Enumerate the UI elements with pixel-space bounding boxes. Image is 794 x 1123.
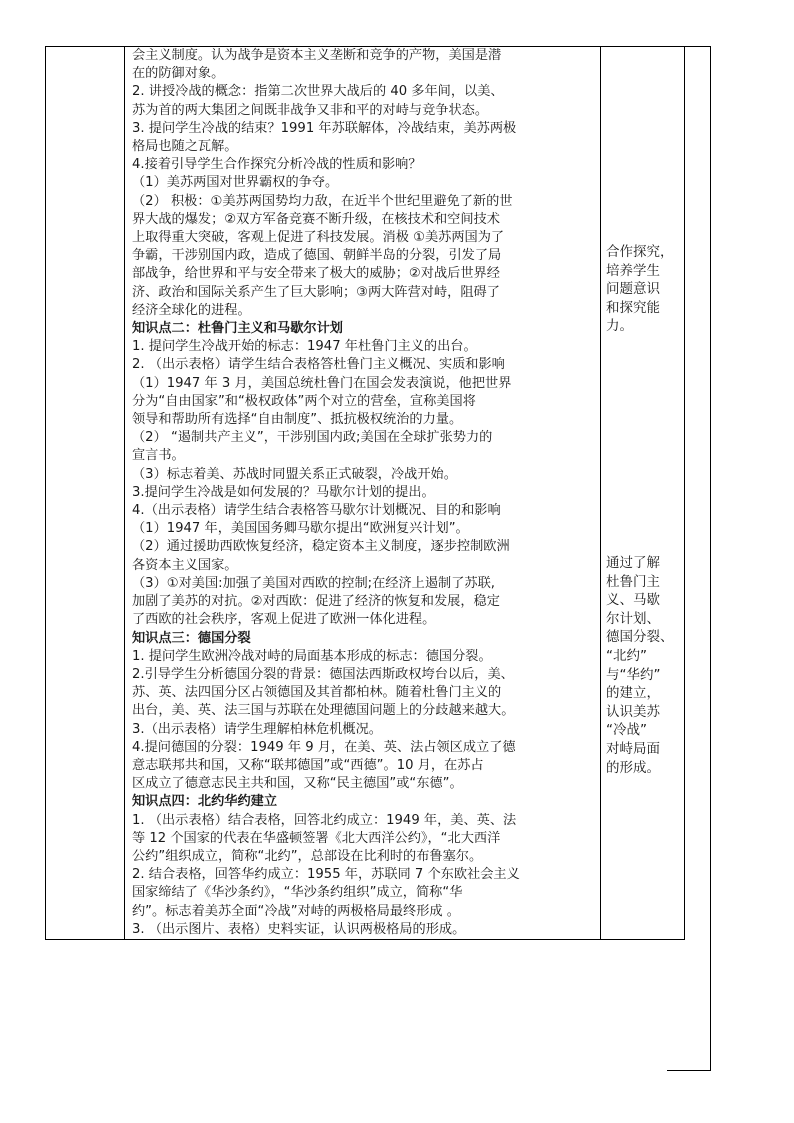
note-line: 培养学生 <box>606 262 660 279</box>
content-line: 2. 讲授冷战的概念：指第二次世界大战后的 40 多年间，以美、 <box>132 84 504 100</box>
teaching-content-cell <box>125 47 601 940</box>
content-line: 苏、英、法四国分区占领德国及其首都柏林。随着杜鲁门主义的 <box>132 685 502 701</box>
content-lines <box>132 47 596 939</box>
content-line: 2. 结合表格，回答华约成立：1955 年，苏联同 7 个东欧社会主义 <box>132 867 520 883</box>
content-line: 1. （出示表格）结合表格，回答北约成立：1949 年，美、英、法 <box>132 812 517 828</box>
note-line: “冷战” <box>606 722 647 739</box>
content-line: 1. 提问学生欧洲冷战对峙的局面基本形成的标志：德国分裂。 <box>132 648 492 664</box>
content-line: 约”。标志着美苏全面“冷战”对峙的两极格局最终形成 。 <box>132 903 460 919</box>
note-line: 合作探究， <box>606 244 674 260</box>
lesson-plan-table <box>45 46 685 940</box>
content-line: 分为“自由国家”和“极权政体”两个对立的营垒，宣称美国将 <box>132 393 476 409</box>
note-line: 的建立， <box>606 685 660 702</box>
content-line: 3. 提问学生冷战的结束？1991 年苏联解体，冷战结束，美苏两极 <box>132 120 517 136</box>
note-line: 认识美苏 <box>606 703 660 720</box>
content-line: 上取得重大突破，客观上促进了科技发展。消极 ①美苏两国为了 <box>132 230 505 246</box>
content-line: 部战争，给世界和平与安全带来了极大的威胁；②对战后世界经 <box>132 266 500 282</box>
content-line: （3）①对美国:加强了美国对西欧的控制;在经济上遏制了苏联, <box>132 575 495 591</box>
content-line: 界大战的爆发；②双方军备竞赛不断升级，在核技术和空间技术 <box>132 211 500 227</box>
note-line: 德国分裂、 <box>606 629 674 646</box>
content-line: 4.（出示表格）请学生结合表格答马歇尔计划概况、目的和影响 <box>132 503 501 519</box>
note-line: “北约” <box>606 647 647 664</box>
content-line: 济、政治和国际关系产生了巨大影响；③两大阵营对峙，阻碍了 <box>132 284 500 300</box>
content-line: 了西欧的社会秩序，客观上促进了欧洲一体化进程。 <box>132 612 436 628</box>
content-line: （2） “遏制共产主义”，干涉别国内政;美国在全球扩张势力的 <box>132 430 493 446</box>
content-line: 2.引导学生分析德国分裂的背景：德国法西斯政权垮台以后，美、 <box>132 666 514 682</box>
note-line: 问题意识 <box>606 281 660 298</box>
content-line: 会主义制度。认为战争是资本主义垄断和竞争的产物，美国是潜 <box>132 48 502 63</box>
content-line: 各资本主义国家。 <box>132 557 238 573</box>
content-line: 2. （出示表格）请学生结合表格答杜鲁门主义概况、实质和影响 <box>132 357 505 373</box>
content-line: 3.提问学生冷战是如何发展的？马歇尔计划的提出。 <box>132 484 435 500</box>
content-line: 3. （出示图片、表格）史料实证，认识两极格局的形成。 <box>132 921 466 937</box>
content-line: 国家缔结了《华沙条约》，“华沙条约组织”成立，简称“华 <box>132 885 463 901</box>
content-line: 争霸，干涉别国内政，造成了德国、朝鲜半岛的分裂，引发了局 <box>132 248 502 264</box>
content-line: 1. 提问学生冷战开始的标志：1947 年杜鲁门主义的出台。 <box>132 339 477 355</box>
empty-column-cell <box>46 47 125 940</box>
content-line: 出台，美、英、法三国与苏联在处理德国问题上的分歧越来越大。 <box>132 703 515 719</box>
content-line: 领导和帮助所有选择“自由制度”、抵抗极权统治的力量。 <box>132 412 463 428</box>
note-line: 杜鲁门主 <box>606 573 660 590</box>
content-line: 加剧了美苏的对抗。②对西欧：促进了经济的恢复和发展，稳定 <box>132 594 500 610</box>
content-line: 区成立了德意志民主共和国，又称“民主德国”或“东德”。 <box>132 776 463 792</box>
content-line: 宣言书。 <box>132 448 185 464</box>
content-line: （1）1947 年 3 月，美国总统杜鲁门在国会发表演说，他把世界 <box>132 375 512 391</box>
content-line: 4.接着引导学生合作探究分析冷战的性质和影响？ <box>132 157 422 173</box>
content-line: 苏为首的两大集团之间既非战争又非和平的对峙与竞争状态。 <box>132 102 489 118</box>
content-line: 等 12 个国家的代表在华盛顿签署《北大西洋公约》，“北大西洋 <box>132 830 501 846</box>
note-line: 力。 <box>606 318 633 335</box>
note-line: 尔计划、 <box>606 610 660 627</box>
note-line: 与“华约” <box>606 666 661 683</box>
content-line: 格局也随之瓦解。 <box>132 139 238 155</box>
content-line: 在的防御对象。 <box>132 66 225 82</box>
note-line: 对峙局面 <box>606 740 660 757</box>
content-line: 公约”组织成立，简称“北约”，总部设在比利时的布鲁塞尔。 <box>132 848 483 864</box>
content-line: 4.提问德国的分裂：1949 年 9 月，在美、英、法占领区成立了德 <box>132 739 516 755</box>
table-row <box>46 47 685 940</box>
note-line: 的形成。 <box>606 759 660 776</box>
content-line: （3）标志着美、苏战时同盟关系正式破裂，冷战开始。 <box>132 466 457 482</box>
content-line: 经济全球化的进程。 <box>132 302 251 318</box>
content-line: （2）通过援助西欧恢复经济，稳定资本主义制度，逐步控制欧洲 <box>132 539 510 555</box>
section-heading: 知识点四：北约华约建立 <box>132 794 278 810</box>
note-line: 义、马歇 <box>606 592 660 609</box>
section-heading: 知识点三：德国分裂 <box>132 630 251 646</box>
content-line: 意志联邦共和国，又称“联邦德国”或“西德”。10 月，在苏占 <box>132 757 484 773</box>
note-line: 通过了解 <box>606 554 660 571</box>
content-line: （1）美苏两国对世界霸权的争夺。 <box>132 175 339 191</box>
right-margin-column <box>667 46 711 1071</box>
section-heading: 知识点二：杜鲁门主义和马歇尔计划 <box>132 321 343 337</box>
content-line: （1）1947 年，美国国务卿马歇尔提出“欧洲复兴计划”。 <box>132 521 469 537</box>
note-line: 和探究能 <box>606 299 660 316</box>
content-line: 3.（出示表格）请学生理解柏林危机概况。 <box>132 721 382 737</box>
content-line: （2） 积极：①美苏两国势均力敌，在近半个世纪里避免了新的世 <box>132 193 513 209</box>
